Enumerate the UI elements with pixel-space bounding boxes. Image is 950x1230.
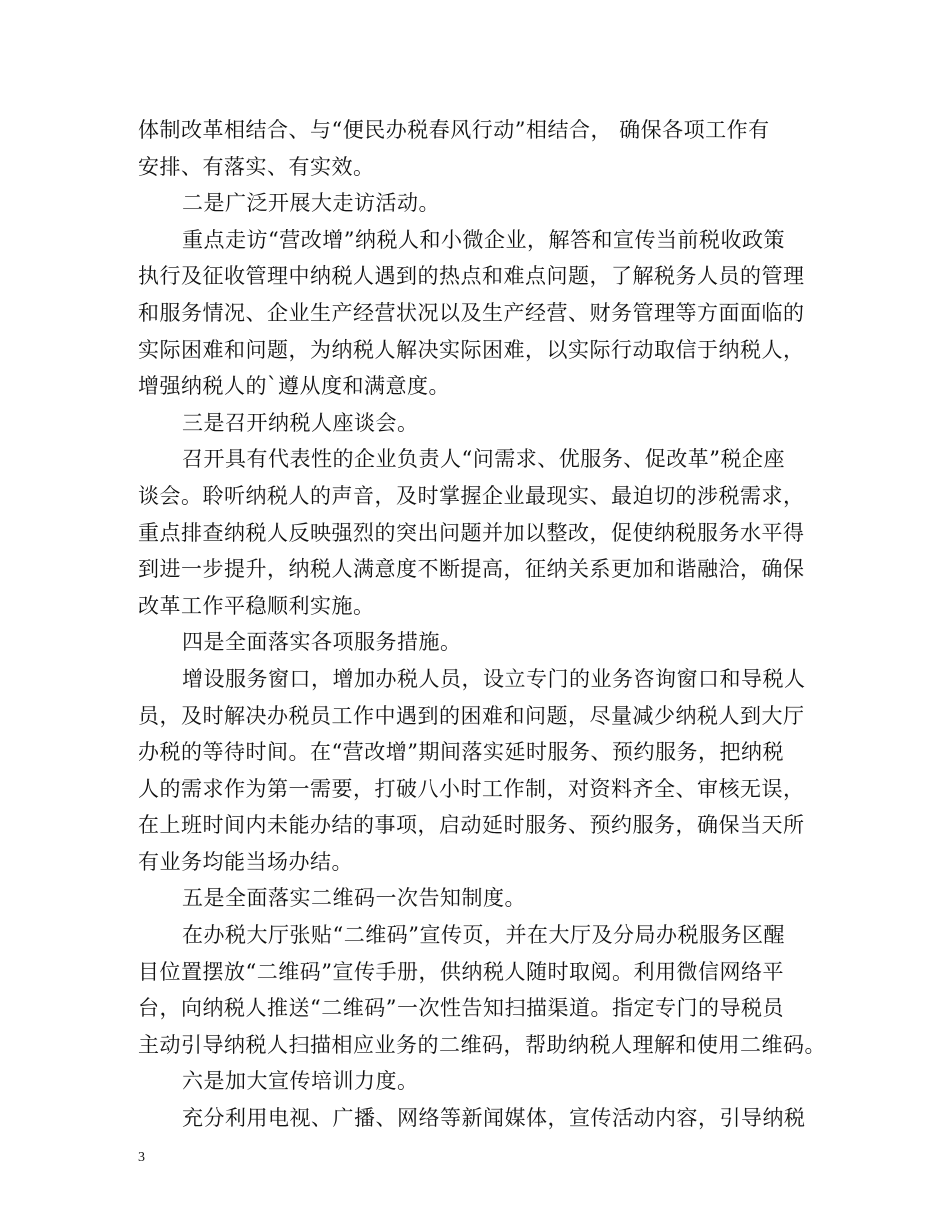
page-number: 3: [138, 1150, 145, 1165]
text-line: 员，及时解决办税员工作中遇到的困难和问题，尽量减少纳税人到大厅: [138, 703, 805, 728]
text-line: 人的需求作为第一需要，打破八小时工作制，对资料齐全、审核无误，: [138, 776, 805, 801]
text-line: 办税的等待时间。在“营改增”期间落实延时服务、预约服务，把纳税: [138, 740, 784, 765]
paragraph-first-line: 四是全面落实各项服务措施。: [182, 630, 462, 655]
text-line: 有业务均能当场办结。: [138, 849, 353, 874]
text-line: 增强纳税人的`遵从度和满意度。: [138, 374, 450, 399]
text-line: 实际困难和问题，为纳税人解决实际困难，以实际行动取信于纳税人，: [138, 337, 805, 362]
text-line: 重点排查纳税人反映强烈的突出问题并加以整改，促使纳税服务水平得: [138, 520, 805, 545]
text-line: 改革工作平稳顺利实施。: [138, 593, 375, 618]
text-line: 谈会。聆听纳税人的声音，及时掌握企业最现实、最迫切的涉税需求，: [138, 483, 805, 508]
paragraph-first-line: 六是加大宣传培训力度。: [182, 1069, 419, 1094]
text-line: 体制改革相结合、与“便民办税春风行动”相结合， 确保各项工作有: [138, 118, 770, 142]
paragraph-first-line: 增设服务窗口，增加办税人员，设立专门的业务咨询窗口和导税人: [182, 666, 806, 691]
text-line: 和服务情况、企业生产经营状况以及生产经营、财务管理等方面面临的: [138, 300, 805, 325]
text-line: 在上班时间内未能办结的事项，启动延时服务、预约服务，确保当天所: [138, 813, 805, 838]
paragraph-first-line: 在办税大厅张贴“二维码”宣传页，并在大厅及分局办税服务区醒: [182, 923, 785, 948]
paragraph-first-line: 充分利用电视、广播、网络等新闻媒体，宣传活动内容，引导纳税: [182, 1106, 806, 1131]
paragraph-first-line: 三是召开纳税人座谈会。: [182, 410, 419, 435]
text-line: 安排、有落实、有实效。: [138, 154, 375, 179]
text-line: 目位置摆放“二维码”宣传手册，供纳税人随时取阅。利用微信网络平: [138, 959, 784, 984]
paragraph-first-line: 二是广泛开展大走访活动。: [182, 191, 440, 216]
paragraph-first-line: 召开具有代表性的企业负责人“问需求、优服务、促改革”税企座: [182, 447, 785, 472]
paragraph-first-line: 重点走访“营改增”纳税人和小微企业，解答和宣传当前税收政策: [182, 227, 785, 252]
text-line: 主动引导纳税人扫描相应业务的二维码，帮助纳税人理解和使用二维码。: [138, 1032, 826, 1057]
text-line: 台，向纳税人推送“二维码”一次性告知扫描渠道。指定专门的导税员: [138, 996, 784, 1021]
text-line: 执行及征收管理中纳税人遇到的热点和难点问题，了解税务人员的管理: [138, 264, 805, 289]
document-body: [138, 112, 828, 1137]
paragraph-first-line: 五是全面落实二维码一次告知制度。: [182, 886, 526, 911]
text-line: 到进一步提升，纳税人满意度不断提高，征纳关系更加和谐融洽，确保: [138, 557, 805, 582]
